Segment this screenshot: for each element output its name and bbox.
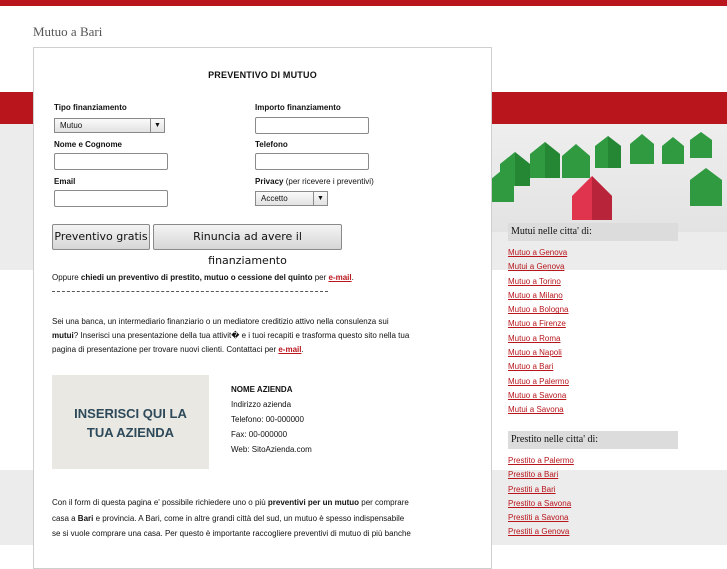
mutui-sidebar-heading: Mutui nelle citta' di:: [508, 223, 678, 241]
sidebar-link-mutui[interactable]: Mutui a Savona: [508, 405, 564, 415]
sidebar-link-mutui[interactable]: Mutuo a Napoli: [508, 348, 562, 358]
preventivo-email-paragraph: Oppure chiedi un preventivo di prestito, mutuo o cessione del quinto per e-mail.: [52, 273, 354, 282]
sidebar-link-mutui[interactable]: Mutuo a Bologna: [508, 305, 569, 315]
prestiti-sidebar-heading: Prestito nelle citta' di:: [508, 431, 678, 449]
telefono-label: Telefono: [255, 140, 288, 149]
telefono-input[interactable]: [255, 153, 369, 170]
privacy-label-text: Privacy: [255, 177, 284, 186]
form-title: PREVENTIVO DI MUTUO: [208, 70, 317, 80]
company-address: Indirizzo azienda: [231, 400, 292, 409]
importo-label: Importo finanziamento: [255, 103, 341, 112]
site-title[interactable]: Mutuo a Bari: [33, 24, 103, 39]
nome-label: Nome e Cognome: [54, 140, 123, 149]
preventivo-gratis-button[interactable]: Preventivo gratis: [52, 224, 150, 250]
tipo-finanziamento-value: Mutuo: [60, 121, 83, 130]
sidebar-link-mutui[interactable]: Mutuo a Torino: [508, 276, 561, 286]
dashed-divider: [52, 291, 328, 292]
sidebar-link-prestiti[interactable]: Prestiti a Genova: [508, 527, 570, 537]
rinuncia-button[interactable]: Rinuncia ad avere il finanziamento: [153, 224, 342, 250]
sidebar-link-mutui[interactable]: Mutui a Genova: [508, 262, 565, 272]
sidebar-link-mutui[interactable]: Mutuo a Roma: [508, 333, 561, 343]
prestiti-city-links: [508, 454, 574, 540]
sidebar-link-prestiti[interactable]: Prestito a Palermo: [508, 456, 574, 465]
privacy-note: (per ricevere i preventivi): [285, 177, 374, 186]
privacy-label: [255, 177, 374, 186]
email-link[interactable]: e-mail: [328, 273, 352, 282]
chevron-down-icon: ▼: [313, 192, 327, 205]
sidebar-link-mutui[interactable]: Mutuo a Bari: [508, 362, 554, 372]
chevron-down-icon: ▼: [150, 119, 164, 132]
company-name: NOME AZIENDA: [231, 385, 293, 394]
company-fax: Fax: 00-000000: [231, 430, 288, 439]
sidebar-link-mutui[interactable]: Mutuo a Savona: [508, 390, 567, 400]
company-phone: Telefono: 00-000000: [231, 415, 304, 424]
sidebar-link-prestiti[interactable]: Prestito a Savona: [508, 498, 572, 508]
sidebar-link-prestiti[interactable]: Prestiti a Savona: [508, 513, 569, 523]
houses-banner-image: [490, 124, 727, 232]
ad-placeholder-box[interactable]: [52, 375, 209, 469]
ad-placeholder-text: INSERISCI QUI LA TUA AZIENDA: [74, 406, 187, 440]
sidebar-link-mutui[interactable]: Mutuo a Firenze: [508, 319, 566, 329]
mutuo-bari-paragraph: Con il form di questa pagina e' possibile richiedere uno o più preventivi per un mutuo per comprare casa a Bari e provincia. A Bari, come in altre grandi città del sud, un mutuo è spesso indispensabile se si vuole comprare una casa. Per questo è importante raccogliere preventivi di mutuo di più banche: [52, 498, 411, 538]
nome-input[interactable]: [54, 153, 168, 170]
tipo-finanziamento-label: Tipo finanziamento: [54, 103, 127, 112]
importo-input[interactable]: [255, 117, 369, 134]
main-content-panel: [33, 47, 492, 569]
sidebar-link-mutui[interactable]: Mutuo a Milano: [508, 290, 563, 300]
privacy-value: Accetto: [261, 194, 288, 203]
company-web: Web: SitoAzienda.com: [231, 445, 312, 454]
tipo-finanziamento-select[interactable]: [54, 118, 165, 133]
sidebar-link-prestiti[interactable]: Prestiti a Bari: [508, 484, 556, 494]
sidebar-link-mutui[interactable]: Mutuo a Palermo: [508, 376, 569, 386]
sidebar-link-prestiti[interactable]: Prestito a Bari: [508, 470, 559, 480]
email-label: Email: [54, 177, 76, 186]
company-details: [231, 382, 312, 457]
sidebar-link-mutui[interactable]: Mutuo a Genova: [508, 248, 568, 257]
top-accent-bar: [0, 0, 727, 6]
email-input[interactable]: [54, 190, 168, 207]
mutui-city-links: [508, 246, 569, 418]
privacy-select[interactable]: [255, 191, 328, 206]
banca-paragraph: Sei una banca, un intermediario finanziario o un mediatore creditizio attivo nella consulenza sui mutui? Inserisci una presentazione della tua attivit� e i tuoi recapiti e trasforma questo sito nella tua pagina di presentazione per trovare nuovi clienti. Contattaci per e-mail.: [52, 317, 410, 354]
contact-email-link[interactable]: e-mail: [278, 345, 302, 354]
